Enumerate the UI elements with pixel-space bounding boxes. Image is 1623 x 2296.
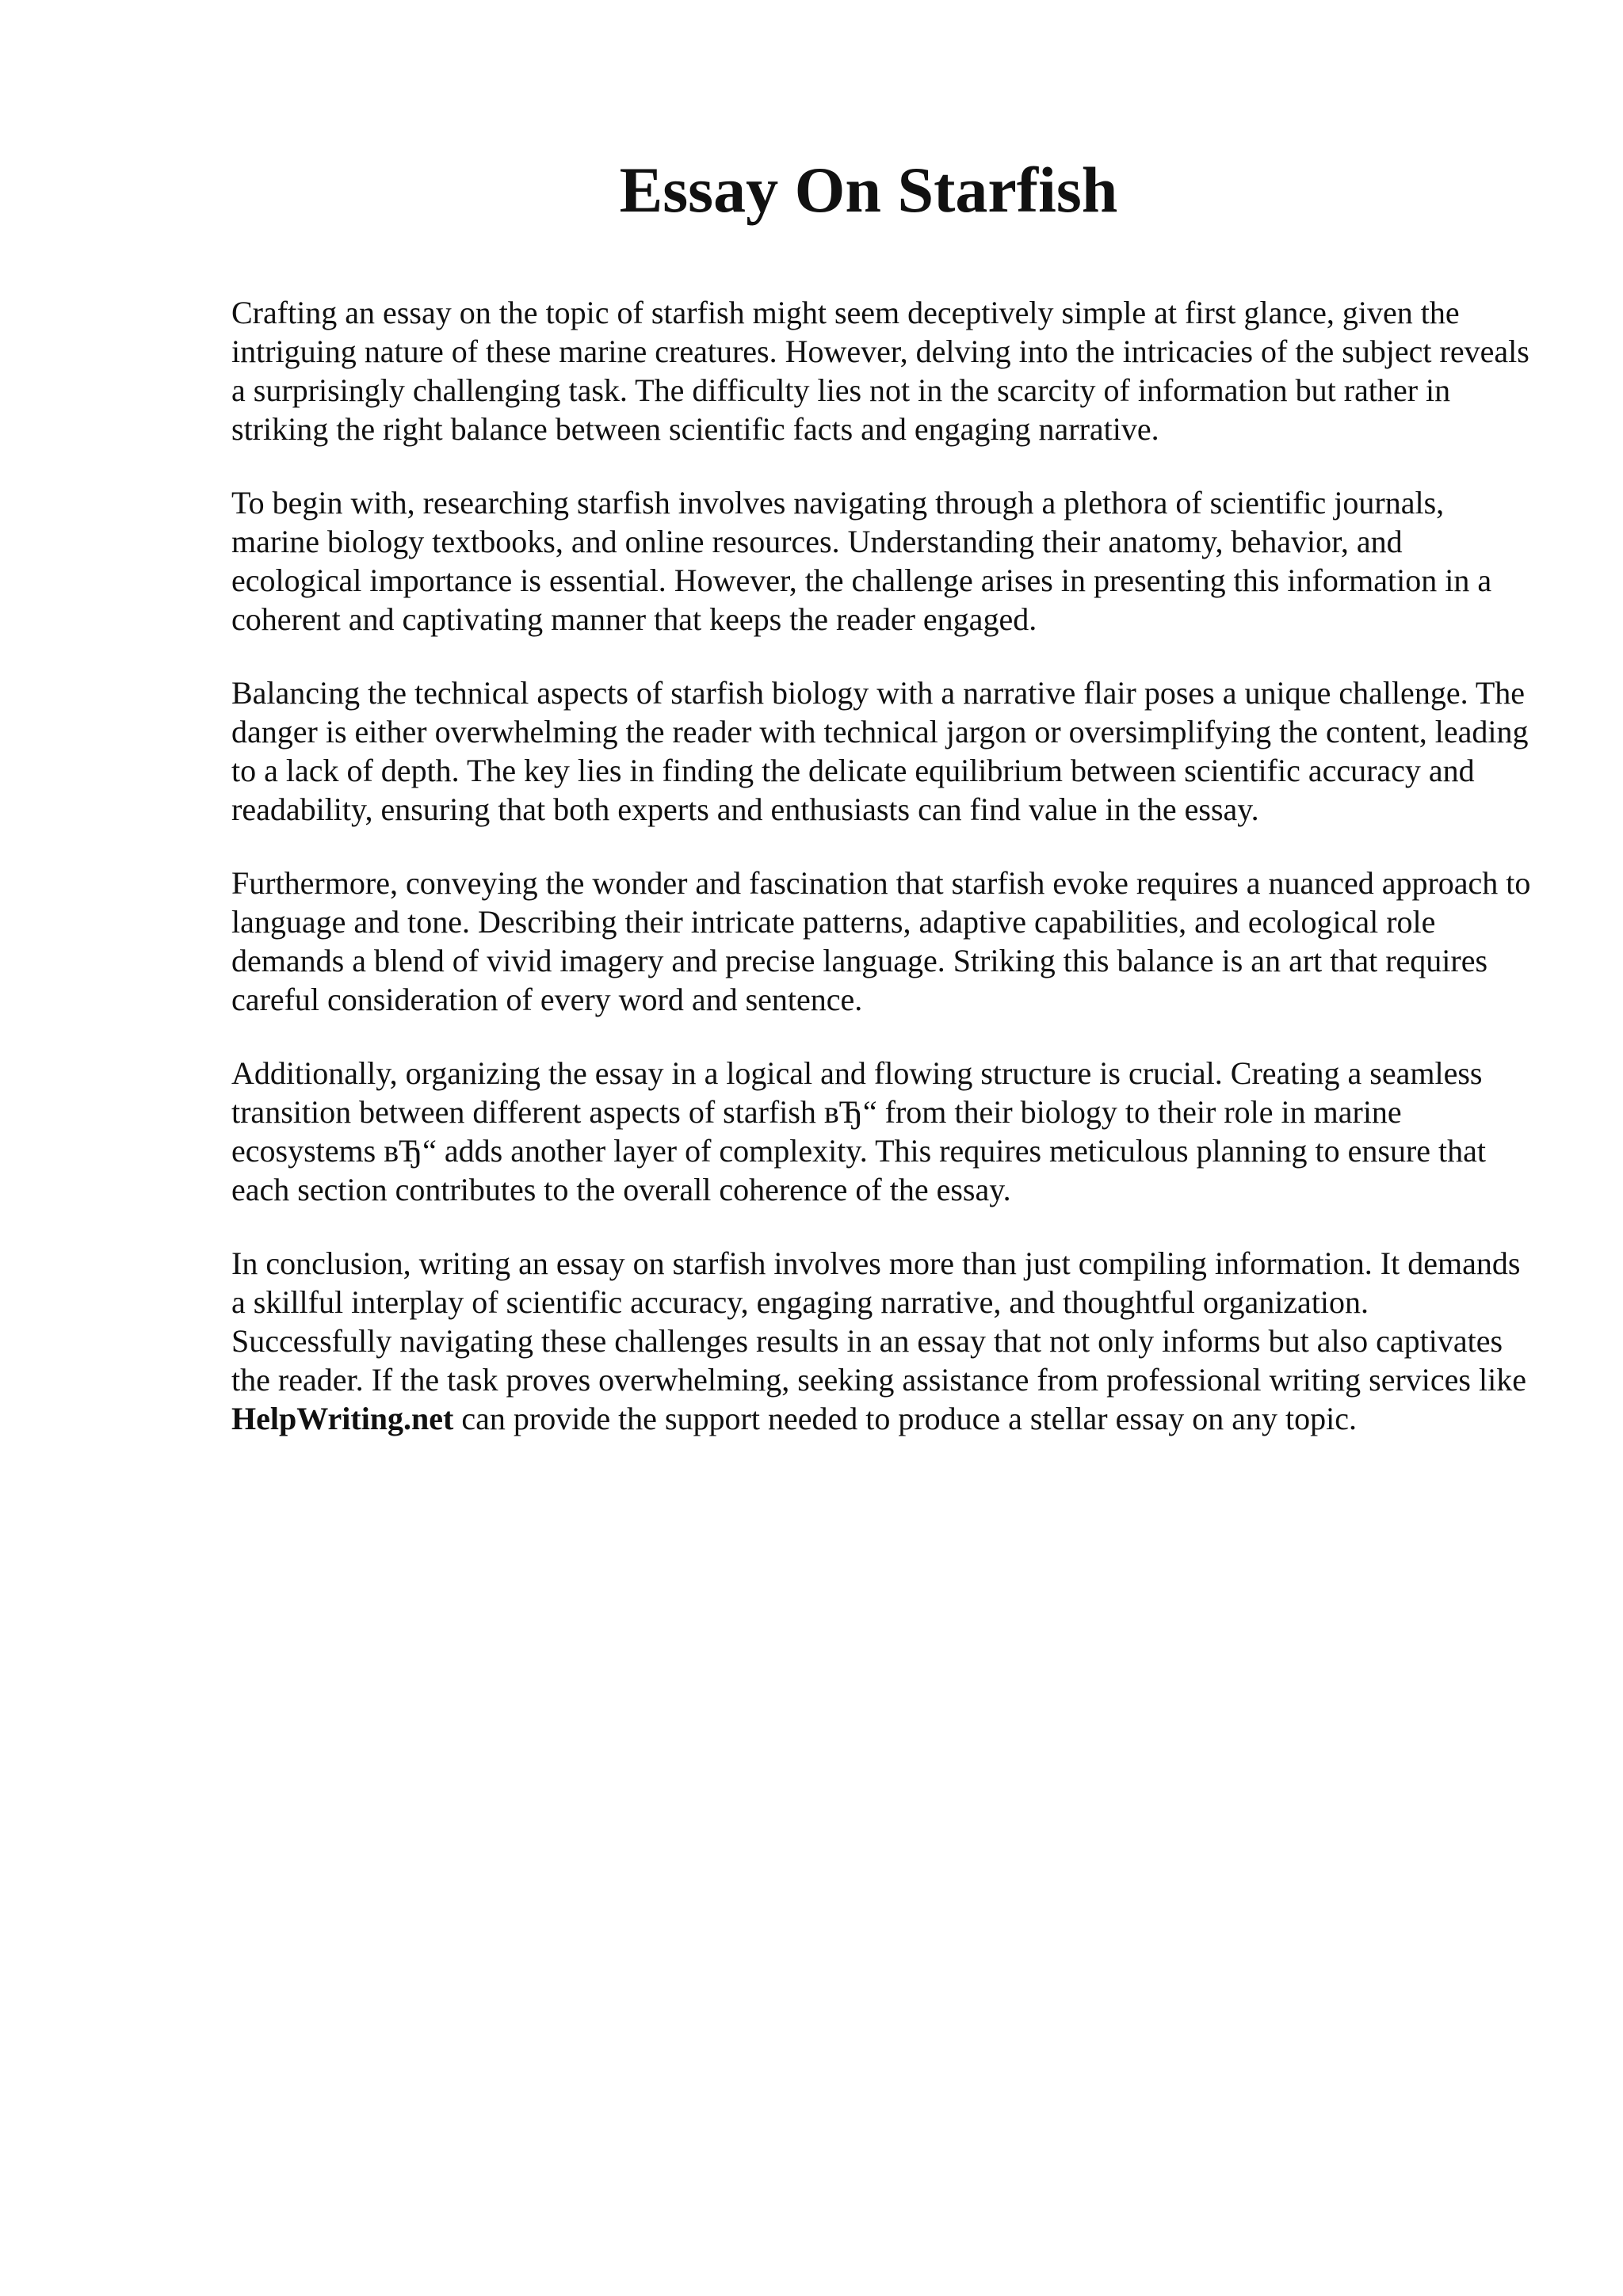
conclusion-text-start: In conclusion, writing an essay on starfish involves more than just compiling information. It demands a skillful interplay of scientific accuracy, engaging narrative, and thoughtful organization. Successfully navigating these challenges results in an essay that not only informs but also captivates the reader. If the task proves overwhelming, seeking assistance from professional writing services like <box>231 1245 1526 1398</box>
conclusion-text-end: can provide the support needed to produce a stellar essay on any topic. <box>453 1401 1358 1436</box>
essay-body <box>231 293 1531 1473</box>
paragraph-5: Additionally, organizing the essay in a logical and flowing structure is crucial. Creating a seamless transition between different aspects of starfish вЂ“ from their biology to their role in marine ecosystems вЂ“ adds another layer of complexity. This requires meticulous planning to ensure that each section contributes to the overall coherence of the essay. <box>231 1055 1487 1207</box>
paragraph-2: To begin with, researching starfish involves navigating through a plethora of scientific journals, marine biology textbooks, and online resources. Understanding their anatomy, behavior, and ecological importance is essential. However, the challenge arises in presenting this information in a coherent and captivating manner that keeps the reader engaged. <box>231 485 1492 637</box>
paragraph-1: Crafting an essay on the topic of starfish might seem deceptively simple at first glance, given the intriguing nature of these marine creatures. However, delving into the intricacies of the subject reveals a surprisingly challenging task. The difficulty lies not in the scarcity of information but rather in striking the right balance between scientific facts and engaging narrative. <box>231 295 1529 447</box>
paragraph-4: Furthermore, conveying the wonder and fascination that starfish evoke requires a nuanced approach to language and tone. Describing their intricate patterns, adaptive capabilities, and ecological role demands a blend of vivid imagery and precise language. Striking this balance is an art that requires careful consideration of every word and sentence. <box>231 865 1531 1017</box>
paragraph-3: Balancing the technical aspects of starfish biology with a narrative flair poses a unique challenge. The danger is either overwhelming the reader with technical jargon or oversimplifying the content, leading to a lack of depth. The key lies in finding the delicate equilibrium between scientific accuracy and readability, ensuring that both experts and enthusiasts can find value in the essay. <box>231 675 1529 827</box>
document-title: Essay On Starfish <box>619 154 1118 226</box>
helpwriting-brand-link[interactable]: HelpWriting.net <box>231 1401 454 1436</box>
conclusion-paragraph <box>231 1244 1531 1438</box>
